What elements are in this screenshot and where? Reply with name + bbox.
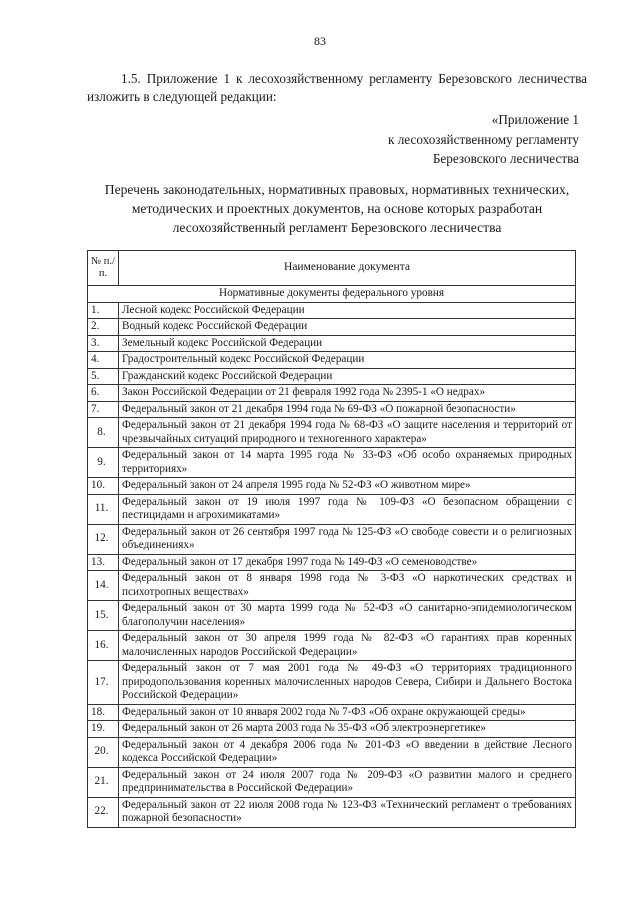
- table-row: [88, 401, 576, 418]
- table-row: [88, 448, 576, 478]
- table-row: [88, 797, 576, 827]
- document-name: Гражданский кодекс Российской Федерации: [119, 368, 576, 385]
- table-row: [88, 524, 576, 554]
- intro-paragraph: 1.5. Приложение 1 к лесохозяйственному регламенту Березовского лесничества изложить в следующей редакции:: [87, 71, 587, 104]
- table-row: [88, 319, 576, 336]
- row-number: 22.: [88, 797, 119, 827]
- document-name: Федеральный закон от 21 декабря 1994 года № 68-ФЗ «О защите населения и территорий от чрезвычайных ситуаций природного и техногенного характера»: [119, 418, 576, 448]
- table-row: [88, 554, 576, 571]
- row-number: 5.: [88, 368, 119, 385]
- document-name: Федеральный закон от 14 марта 1995 года № 33-ФЗ «Об особо охраняемых природных территориях»: [119, 448, 576, 478]
- document-name: Федеральный закон от 22 июля 2008 года № 123-ФЗ «Технический регламент о требованиях пожарной безопасности»: [119, 797, 576, 827]
- document-name: Федеральный закон от 26 марта 2003 года № 35-ФЗ «Об электроэнергетике»: [119, 721, 576, 738]
- document-name: Федеральный закон от 21 декабря 1994 года № 69-ФЗ «О пожарной безопасности»: [119, 401, 576, 418]
- column-header-number: № п./п.: [88, 251, 119, 286]
- row-number: 9.: [88, 448, 119, 478]
- row-number: 15.: [88, 601, 119, 631]
- attachment-reference: [388, 110, 579, 169]
- table-row: [88, 478, 576, 495]
- table-row: [88, 368, 576, 385]
- document-name: Земельный кодекс Российской Федерации: [119, 335, 576, 352]
- document-name: Федеральный закон от 19 июля 1997 года № 109-ФЗ «О безопасном обращении с пестицидами и агрохимикатами»: [119, 494, 576, 524]
- document-name: Закон Российской Федерации от 21 февраля 1992 года № 2395-1 «О недрах»: [119, 385, 576, 402]
- table-row: [88, 571, 576, 601]
- row-number: 18.: [88, 704, 119, 721]
- table-row: [88, 721, 576, 738]
- table-row: [88, 335, 576, 352]
- document-name: Водный кодекс Российской Федерации: [119, 319, 576, 336]
- row-number: 8.: [88, 418, 119, 448]
- row-number: 14.: [88, 571, 119, 601]
- document-name: Федеральный закон от 10 января 2002 года № 7-ФЗ «Об охране окружающей среды»: [119, 704, 576, 721]
- page-number: 83: [314, 34, 326, 48]
- documents-table: [87, 250, 576, 828]
- attachment-line-1: «Приложение 1: [491, 112, 579, 127]
- document-name: Федеральный закон от 26 сентября 1997 года № 125-ФЗ «О свободе совести и о религиозных объединениях»: [119, 524, 576, 554]
- row-number: 10.: [88, 478, 119, 495]
- document-name: Федеральный закон от 24 апреля 1995 года № 52-ФЗ «О животном мире»: [119, 478, 576, 495]
- table-row: [88, 601, 576, 631]
- row-number: 19.: [88, 721, 119, 738]
- section-title: Нормативные документы федерального уровня: [88, 286, 576, 303]
- row-number: 1.: [88, 302, 119, 319]
- row-number: 7.: [88, 401, 119, 418]
- attachment-line-2: к лесохозяйственному регламенту: [388, 131, 579, 147]
- row-number: 13.: [88, 554, 119, 571]
- document-name: Федеральный закон от 30 апреля 1999 года № 82-ФЗ «О гарантиях прав коренных малочисленных народов Российской Федерации»: [119, 631, 576, 661]
- row-number: 17.: [88, 661, 119, 705]
- document-name: Федеральный закон от 17 декабря 1997 года № 149-ФЗ «О семеноводстве»: [119, 554, 576, 571]
- column-header-name: Наименование документа: [119, 251, 576, 286]
- table-row: [88, 661, 576, 705]
- row-number: 6.: [88, 385, 119, 402]
- row-number: 16.: [88, 631, 119, 661]
- row-number: 3.: [88, 335, 119, 352]
- table-row: [88, 302, 576, 319]
- table-row: [88, 737, 576, 767]
- table-row: [88, 767, 576, 797]
- table-header-row: [88, 251, 576, 286]
- document-name: Градостроительный кодекс Российской Федерации: [119, 352, 576, 369]
- table-row: [88, 704, 576, 721]
- document-name: Федеральный закон от 8 января 1998 года № 3-ФЗ «О наркотических средствах и психотропных веществах»: [119, 571, 576, 601]
- document-name: Лесной кодекс Российской Федерации: [119, 302, 576, 319]
- document-name: Федеральный закон от 7 мая 2001 года № 49-ФЗ «О территориях традиционного природопользования коренных малочисленных народов Севера, Сибири и Дальнего Востока Российской Федерации»: [119, 661, 576, 705]
- row-number: 4.: [88, 352, 119, 369]
- row-number: 11.: [88, 494, 119, 524]
- document-title: Перечень законодательных, нормативных правовых, нормативных технических, методических и проектных документов, на основе которых разработан лесохозяйственный регламент Березовского лесничества: [104, 182, 570, 235]
- section-row: [88, 286, 576, 303]
- row-number: 20.: [88, 737, 119, 767]
- table-row: [88, 385, 576, 402]
- document-name: Федеральный закон от 4 декабря 2006 года № 201-ФЗ «О введении в действие Лесного кодекса Российской Федерации»: [119, 737, 576, 767]
- table-row: [88, 418, 576, 448]
- table-row: [88, 352, 576, 369]
- attachment-line-3: Березовского лесничества: [432, 151, 579, 166]
- document-name: Федеральный закон от 30 марта 1999 года № 52-ФЗ «О санитарно-эпидемиологическом благополучии населения»: [119, 601, 576, 631]
- table-row: [88, 494, 576, 524]
- document-name: Федеральный закон от 24 июля 2007 года № 209-ФЗ «О развитии малого и среднего предпринимательства в Российской Федерации»: [119, 767, 576, 797]
- row-number: 2.: [88, 319, 119, 336]
- table-row: [88, 631, 576, 661]
- row-number: 21.: [88, 767, 119, 797]
- row-number: 12.: [88, 524, 119, 554]
